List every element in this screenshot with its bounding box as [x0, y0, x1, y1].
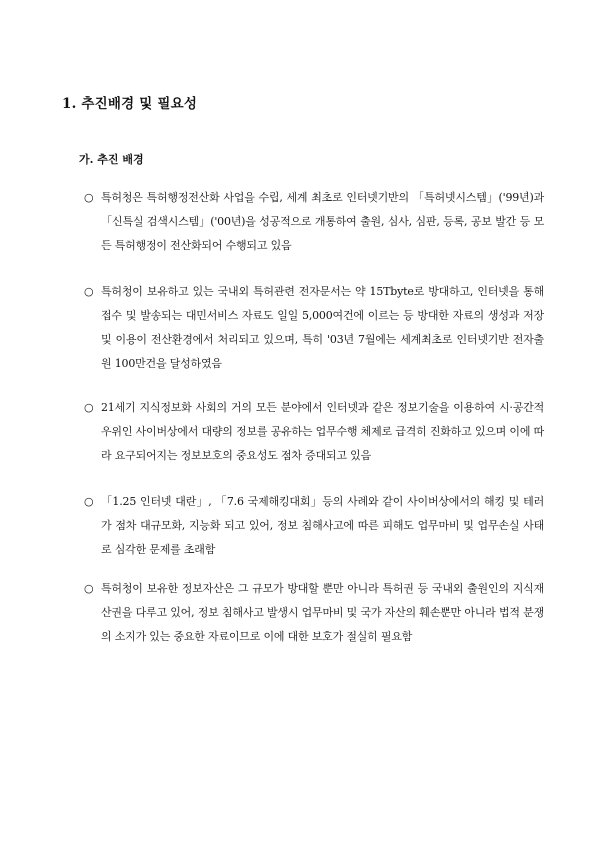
- bullet-item-3: [84, 396, 544, 468]
- bullet-item-2: [84, 280, 544, 376]
- bullet-text: 특허청은 특허행정전산화 사업을 수립, 세계 최초로 인터넷기반의 「특허넷시스템」('99년)과 「신특실 검색시스템」('00년)을 성공적으로 개통하여 출원, 심사, 심판, 등록, 공보 발간 등 모든 특허행정이 전산화되어 수행되고 있음: [101, 191, 544, 252]
- bullet-text: 특허청이 보유한 정보자산은 그 규모가 방대할 뿐만 아니라 특허권 등 국내외 출원인의 지식재산권을 다루고 있어, 정보 침해사고 발생시 업무마비 및 국가 자산의 훼손뿐만 아니라 법적 분쟁의 소지가 있는 중요한 자료이므로 이에 대한 보호가 절실히 필요함: [101, 582, 544, 643]
- bullet-item-5: [84, 577, 544, 649]
- bullet-text: 특허청이 보유하고 있는 국내외 특허관련 전자문서는 약 15Tbyte로 방대하고, 인터넷을 통해 접수 및 발송되는 대민서비스 자료도 일일 5,000여건에 이르는 등 방대한 자료의 생성과 저장 및 이용이 전산환경에서 처리되고 있으며, 특히 '03년 7월에는 세계최초로 인터넷기반 전자출원 100만건을 달성하였음: [101, 285, 544, 370]
- bullet-item-1: [84, 186, 544, 258]
- circle-bullet-icon: ○: [84, 495, 94, 508]
- bullet-text: 21세기 지식정보화 사회의 거의 모든 분야에서 인터넷과 같은 정보기술을 이용하여 시·공간적 우위인 사이버상에서 대량의 정보를 공유하는 업무수행 체제로 급격히 진화하고 있으며 이에 따라 요구되어지는 정보보호의 중요성도 점차 증대되고 있음: [101, 401, 544, 462]
- bullet-text: 「1.25 인터넷 대란」, 「7.6 국제해킹대회」등의 사례와 같이 사이버상에서의 해킹 및 테러가 점차 대규모화, 지능화 되고 있어, 정보 침해사고에 따른 피해도 업무마비 및 업무손실 사태로 심각한 문제를 초래함: [101, 495, 544, 556]
- circle-bullet-icon: ○: [84, 191, 94, 204]
- circle-bullet-icon: ○: [84, 285, 94, 298]
- subsection-title: 가. 추진 배경: [79, 153, 144, 166]
- circle-bullet-icon: ○: [84, 582, 94, 595]
- bullet-item-4: [84, 490, 544, 562]
- circle-bullet-icon: ○: [84, 401, 94, 414]
- section-title: 1. 추진배경 및 필요성: [62, 96, 198, 112]
